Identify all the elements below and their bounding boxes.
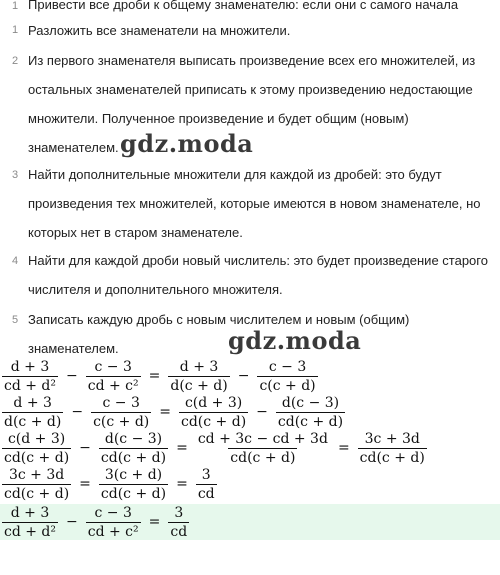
numerator: c(d + 3)	[184, 394, 243, 411]
denominator: cd + c²	[87, 377, 139, 394]
numerator: d(c − 3)	[104, 430, 163, 447]
step-text: Записать каждую дробь с новым числителем и новым (общим) знаменателем.	[28, 312, 410, 356]
numerator: d + 3	[13, 394, 52, 411]
denominator: cd(c + d)	[230, 449, 296, 466]
numerator: c(d + 3)	[7, 430, 66, 447]
fraction	[99, 467, 168, 502]
fraction	[86, 359, 141, 394]
step-number: 3	[12, 169, 19, 181]
fraction	[2, 431, 71, 466]
equation-row-2	[0, 394, 347, 430]
fraction	[2, 467, 71, 502]
operator: −	[66, 368, 78, 384]
operator: −	[79, 440, 91, 456]
step-number: 1	[12, 0, 19, 12]
denominator: cd + c²	[87, 523, 139, 540]
fraction	[86, 505, 141, 540]
operator: =	[337, 440, 350, 456]
cut-off-step	[0, 0, 500, 14]
operator: −	[66, 514, 78, 530]
denominator: cd(c + d)	[4, 449, 70, 466]
fraction	[196, 431, 330, 466]
denominator: d(c + d)	[170, 377, 228, 394]
step-number: 2	[12, 55, 19, 67]
step-text: Разложить все знаменатели на множители.	[28, 23, 291, 38]
fraction	[276, 395, 345, 430]
fraction	[91, 395, 151, 430]
step-number: 4	[12, 255, 19, 267]
fraction	[2, 359, 58, 394]
step-number: 5	[12, 314, 19, 326]
operator: −	[237, 368, 250, 384]
denominator: cd(c + d)	[277, 413, 344, 430]
fraction	[257, 359, 317, 394]
operator: =	[148, 368, 161, 384]
watermark: gdz.moda	[120, 129, 254, 158]
fraction	[196, 467, 217, 502]
equation-row-1	[0, 358, 320, 394]
fraction	[168, 505, 189, 540]
numerator: c − 3	[94, 504, 132, 521]
denominator: c(c + d)	[259, 377, 316, 394]
denominator: cd(c + d)	[100, 485, 167, 502]
fraction	[179, 395, 248, 430]
denominator: cd	[197, 485, 215, 502]
numerator: d + 3	[10, 358, 50, 375]
operator: −	[256, 404, 268, 420]
numerator: d(c − 3)	[281, 394, 340, 411]
numerator: c − 3	[94, 358, 132, 375]
equation-row-4	[0, 466, 219, 502]
operator: =	[79, 476, 91, 492]
numerator: c − 3	[102, 394, 140, 411]
denominator: cd(c + d)	[359, 449, 425, 466]
step-text: Найти для каждой дроби новый числитель: это будет произведение старого числителя и дополнительного множителя.	[28, 253, 488, 297]
operator: =	[148, 514, 161, 530]
denominator: d(c + d)	[4, 413, 62, 430]
numerator: 3	[174, 504, 184, 521]
denominator: cd + d²	[4, 377, 57, 394]
step-text: Найти дополнительные множители для каждой из дробей: это будут произведения тех множителей, которые имеются в новом знаменателе, но которых нет в старом знаменателе.	[28, 167, 481, 240]
equation-row-5	[0, 504, 191, 540]
numerator: 3c + 3d	[8, 466, 65, 483]
denominator: cd(c + d)	[181, 413, 247, 430]
operator: =	[176, 440, 188, 456]
fraction	[168, 359, 229, 394]
denominator: cd + d²	[4, 523, 57, 540]
operator: =	[159, 404, 171, 420]
step-text: Из первого знаменателя выписать произведение всех его множителей, из остальных знаменателей приписать к этому произведению недостающие множители. Полученное произведение и будет общим (новым) знаменателем.	[28, 53, 476, 155]
step-number: 1	[12, 24, 19, 36]
numerator: c − 3	[268, 358, 307, 375]
numerator: cd + 3c − cd + 3d	[197, 430, 328, 447]
step-text: Привести все дроби к общему знаменателю: если они с самого начала	[28, 0, 459, 12]
denominator: cd(c + d)	[100, 449, 167, 466]
denominator: cd	[170, 523, 188, 540]
fraction	[99, 431, 168, 466]
fraction	[358, 431, 427, 466]
denominator: c(c + d)	[93, 413, 150, 430]
numerator: 3	[201, 466, 211, 483]
numerator: 3c + 3d	[364, 430, 420, 447]
numerator: 3(c + d)	[104, 466, 163, 483]
operator: =	[176, 476, 188, 492]
watermark: gdz.moda	[228, 326, 362, 355]
equation-row-3	[0, 430, 429, 466]
operator: −	[71, 404, 84, 420]
fraction	[2, 505, 58, 540]
numerator: d + 3	[179, 358, 219, 375]
denominator: cd(c + d)	[4, 485, 70, 502]
fraction	[2, 395, 63, 430]
numerator: d + 3	[10, 504, 50, 521]
